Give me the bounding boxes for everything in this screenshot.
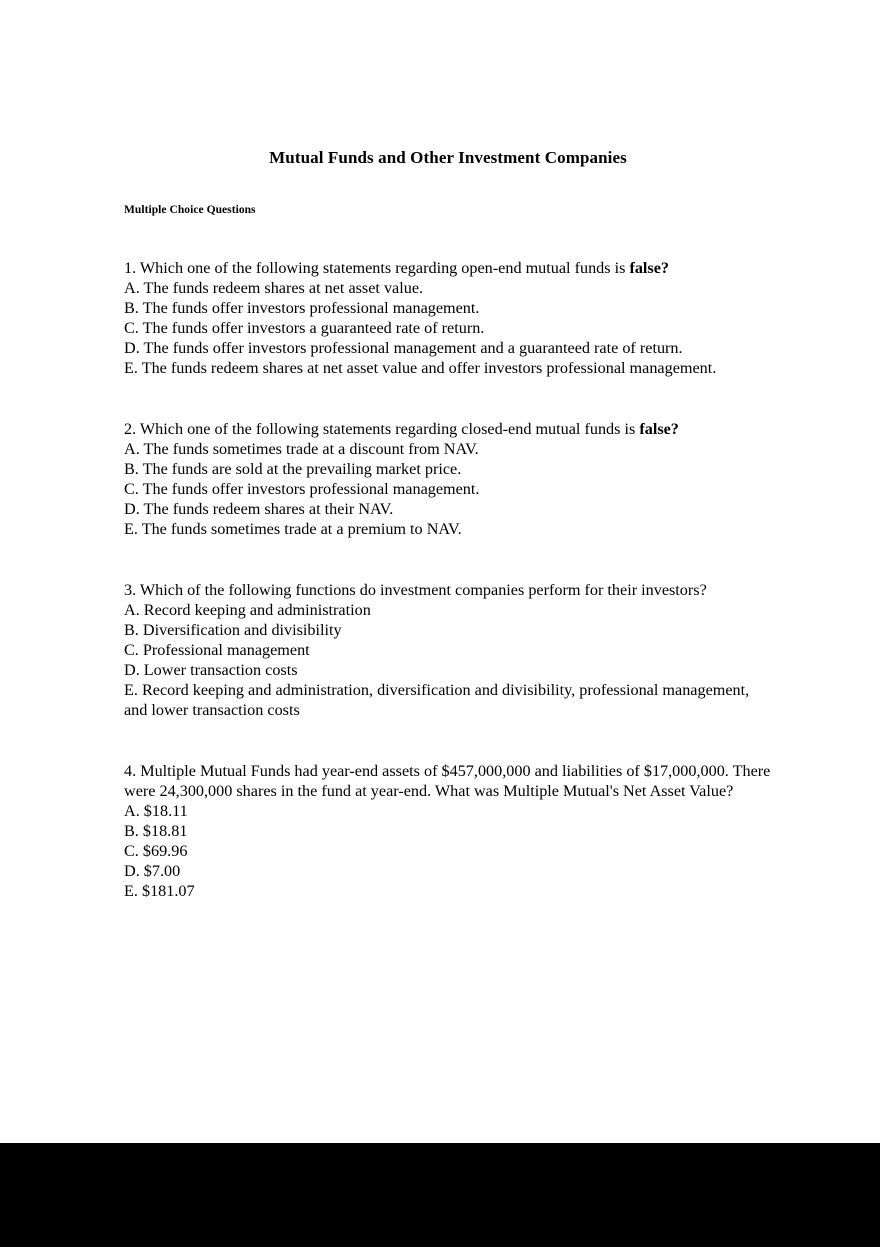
question-stem-2-emphasis: false? bbox=[639, 420, 679, 438]
question-stem-2 bbox=[124, 419, 772, 439]
question-block-2 bbox=[124, 378, 772, 539]
question-stem-4-text: 4. Multiple Mutual Funds had year-end assets of $457,000,000 and liabilities of $17,000,000. There were 24,300,000 shares in the fund at year-end. What was Multiple Mutual's Net Asset Value? bbox=[124, 762, 771, 800]
question-4-option-e[interactable]: E. $181.07 bbox=[124, 882, 195, 900]
question-3-option-d[interactable]: D. Lower transaction costs bbox=[124, 661, 298, 679]
question-1-option-e[interactable]: E. The funds redeem shares at net asset value and offer investors professional management. bbox=[124, 359, 717, 377]
page-title: Mutual Funds and Other Investment Companies bbox=[269, 148, 627, 167]
question-3-option-b[interactable]: B. Diversification and divisibility bbox=[124, 621, 342, 639]
question-2-option-a[interactable]: A. The funds sometimes trade at a discount from NAV. bbox=[124, 440, 479, 458]
question-4-option-c[interactable]: C. $69.96 bbox=[124, 842, 188, 860]
question-block-3 bbox=[124, 539, 772, 720]
question-3-option-a[interactable]: A. Record keeping and administration bbox=[124, 601, 371, 619]
question-2-option-b[interactable]: B. The funds are sold at the prevailing market price. bbox=[124, 460, 462, 478]
question-4-option-a[interactable]: A. $18.11 bbox=[124, 802, 188, 820]
question-2-option-d[interactable]: D. The funds redeem shares at their NAV. bbox=[124, 500, 394, 518]
question-1-option-d[interactable]: D. The funds offer investors professional management and a guaranteed rate of return. bbox=[124, 339, 683, 357]
question-stem-3 bbox=[124, 580, 772, 600]
question-block-1 bbox=[124, 217, 772, 378]
section-heading-multiple-choice: Multiple Choice Questions bbox=[124, 204, 256, 216]
page-bottom-black-band bbox=[0, 1143, 880, 1247]
question-1-option-b[interactable]: B. The funds offer investors professional management. bbox=[124, 299, 480, 317]
question-stem-3-text: 3. Which of the following functions do investment companies perform for their investors? bbox=[124, 581, 707, 599]
question-4-option-d[interactable]: D. $7.00 bbox=[124, 862, 181, 880]
question-3-option-e[interactable]: E. Record keeping and administration, diversification and divisibility, professional management, and lower transaction costs bbox=[124, 681, 750, 719]
question-4-option-b[interactable]: B. $18.81 bbox=[124, 822, 188, 840]
question-1-option-c[interactable]: C. The funds offer investors a guaranteed rate of return. bbox=[124, 319, 485, 337]
question-2-option-e[interactable]: E. The funds sometimes trade at a premium to NAV. bbox=[124, 520, 462, 538]
question-stem-1-emphasis: false? bbox=[629, 259, 670, 277]
question-2-option-c[interactable]: C. The funds offer investors professional management. bbox=[124, 480, 480, 498]
question-block-4 bbox=[124, 720, 772, 901]
question-stem-1-text: 1. Which one of the following statements regarding open-end mutual funds is bbox=[124, 259, 630, 277]
question-1-option-a[interactable]: A. The funds redeem shares at net asset value. bbox=[124, 279, 424, 297]
question-stem-2-text: 2. Which one of the following statements regarding closed-end mutual funds is bbox=[124, 420, 640, 438]
document-content bbox=[124, 0, 772, 901]
question-stem-1 bbox=[124, 258, 772, 278]
question-stem-4 bbox=[124, 761, 772, 801]
question-3-option-c[interactable]: C. Professional management bbox=[124, 641, 310, 659]
